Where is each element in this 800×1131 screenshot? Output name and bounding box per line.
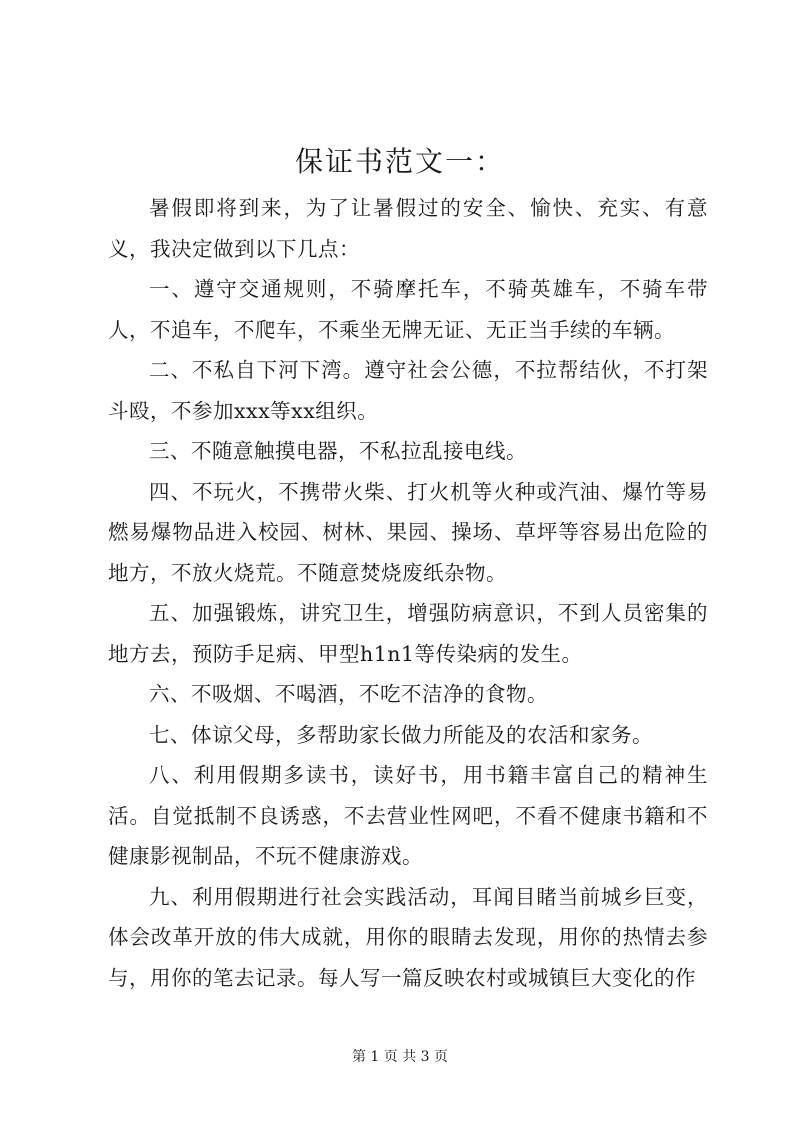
paragraph-item-6: 六、不吸烟、不喝酒，不吃不洁净的食物。 — [149, 682, 548, 706]
paragraph-item-5: 五、加强锻炼，讲究卫生，增强防病意识，不到人员密集的地方去，预防手足病、甲型h1n1等传染病的发生。 — [108, 601, 708, 666]
paragraph-item-3: 三、不随意触摸电器，不私拉乱接电线。 — [149, 439, 527, 463]
paragraph-item-1: 一、遵守交通规则，不骑摩托车，不骑英雄车，不骑车带人，不追车，不爬车，不乘坐无牌无证、无正当手续的车辆。 — [108, 277, 708, 342]
document-body — [108, 188, 708, 998]
paragraph-item-9: 九、利用假期进行社会实践活动，耳闻目睹当前城乡巨变，体会改革开放的伟大成就，用你的眼睛去发现，用你的热情去参与，用你的笔去记录。每人写一篇反映农村或城镇巨大变化的作 — [108, 884, 708, 990]
paragraph-item-2: 二、不私自下河下湾。遵守社会公德，不拉帮结伙，不打架斗殴，不参加xxx等xx组织。 — [108, 358, 708, 423]
paragraph-item-4: 四、不玩火，不携带火柴、打火机等火种或汽油、爆竹等易燃易爆物品进入校园、树林、果园、操场、草坪等容易出危险的地方，不放火烧荒。不随意焚烧废纸杂物。 — [108, 479, 708, 585]
paragraph-item-8: 八、利用假期多读书，读好书，用书籍丰富自己的精神生活。自觉抵制不良诱惑，不去营业性网吧，不看不健康书籍和不健康影视制品，不玩不健康游戏。 — [108, 763, 708, 868]
page-number-footer: 第 1 页 共 3 页 — [351, 1049, 449, 1065]
paragraph-intro: 暑假即将到来，为了让暑假过的安全、愉快、充实、有意义，我决定做到以下几点： — [108, 196, 708, 261]
paragraph-item-7: 七、体谅父母，多帮助家长做力所能及的农活和家务。 — [149, 722, 653, 747]
document-title: 保证书范文一： — [294, 145, 505, 178]
